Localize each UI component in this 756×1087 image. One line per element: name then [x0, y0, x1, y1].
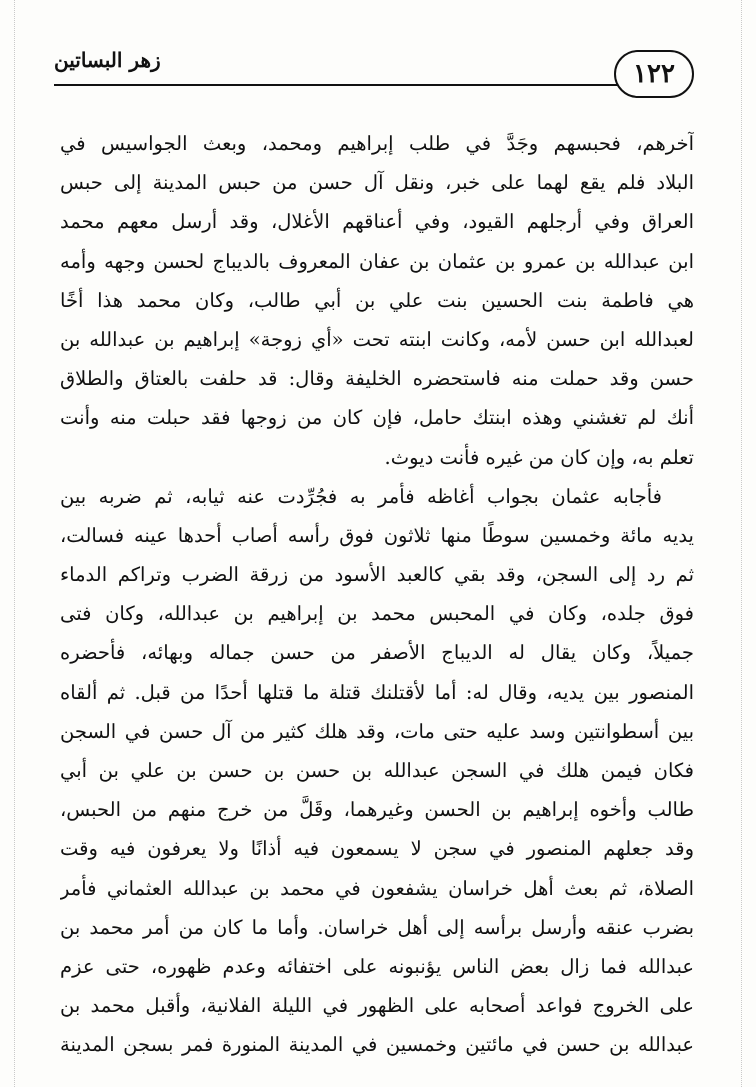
running-title: زهر البساتين: [54, 48, 161, 72]
text-line: عبدالله فما زال بعض الناس يؤنبونه على اختفائه وعدم ظهوره، حتى عزم: [60, 954, 694, 978]
text-line: أنك لم تغشني وهذه ابنتك حامل، فإن كان من زوجها فقد حبلت منه وأنت: [60, 406, 694, 430]
text-line: طالب وأخوه إبراهيم بن الحسن وغيرهما، وقَلَّ من خرج منهم من الحبس،: [60, 798, 694, 822]
text-line: الصلاة، ثم بعث أهل خراسان يشفعون في محمد بن عبدالله العثماني فأمر: [60, 876, 694, 900]
text-line: بين أسطوانتين وسد عليه حتى مات، وقد هلك كثير من آل حسن في السجن: [60, 719, 694, 743]
page-number: ١٢٢: [614, 50, 694, 98]
text-line: العراق وفي أرجلهم القيود، وفي أعناقهم الأغلال، وقد أرسل معهم محمد: [60, 210, 694, 234]
text-line: وقد جعلهم المنصور في سجن لا يسمعون فيه أذانًا ولا يعرفون فيه وقت: [60, 837, 694, 861]
text-line: عبدالله بن حسن في مائتين وخمسين في المدينة المنورة فمر بسجن المدينة: [60, 1033, 694, 1057]
text-line: فأجابه عثمان بجواب أغاظه فأمر به فجُرِّدت عنه ثيابه، ثم ضربه بين: [60, 484, 662, 508]
text-line: البلاد فلم يقع لهما على خبر، ونقل آل حسن من حبس المدينة إلى حبس: [60, 171, 694, 195]
text-line: المنصور بين يديه، وقال له: أما لأقتلنك قتلة ما قتلها أحدًا من قبل. ثم ألقاه: [60, 680, 694, 704]
left-margin-guide: [14, 0, 15, 1087]
text-line: على الخروج فواعد أصحابه على الظهور في الليلة الفلانية، وأقبل محمد بن: [60, 994, 694, 1018]
text-line: ابن عبدالله بن عمرو بن عثمان بن عفان المعروف بالديباج لحسن وجهه وأمه: [60, 249, 694, 273]
text-line: هي فاطمة بنت الحسين بنت علي بن أبي طالب، وكان محمد هذا أخًا: [60, 288, 694, 312]
text-line: لعبدالله ابن حسن لأمه، وكانت ابنته تحت «أي زوجة» إبراهيم بن عبدالله بن: [60, 327, 694, 351]
paragraph-1: [60, 124, 694, 477]
text-line: آخرهم، فحبسهم وجَدَّ في طلب إبراهيم ومحمد، وبعث الجواسيس في: [60, 132, 694, 155]
text-line: تعلم به، وإن كان من غيره فأنت ديوث.: [384, 445, 694, 469]
text-line: بضرب عنقه وأرسل برأسه إلى أهل خراسان. وأما ما كان من أمر محمد بن: [60, 915, 694, 939]
text-line: يديه مائة وخمسين سوطًا منها ثلاثون فوق رأسه أصاب أحدها عينه فسالت،: [60, 523, 694, 547]
right-margin-guide: [741, 0, 742, 1087]
text-line: فوق جلده، وكان في المحبس محمد بن إبراهيم بن عبدالله، وكان فتى: [60, 602, 694, 626]
text-line: حسن وقد حملت منه فاستحضره الخليفة وقال: قد حلفت بالعتاق والطلاق: [60, 367, 694, 391]
page-body: [60, 124, 694, 1065]
text-line: جميلاً، وكان يقال له الديباج الأصفر من حسن جماله وبهائه، فأحضره: [60, 641, 694, 665]
text-line: فكان فيمن هلك في السجن عبدالله بن حسن بن حسن بن علي بن أبي: [60, 759, 694, 782]
text-line: ثم رد إلى السجن، وقد بقي كالعبد الأسود من زرقة الضرب وتراكم الدماء: [60, 563, 694, 587]
page-header: [54, 44, 694, 104]
header-rule: [54, 84, 658, 86]
paragraph-2: [60, 477, 694, 1065]
